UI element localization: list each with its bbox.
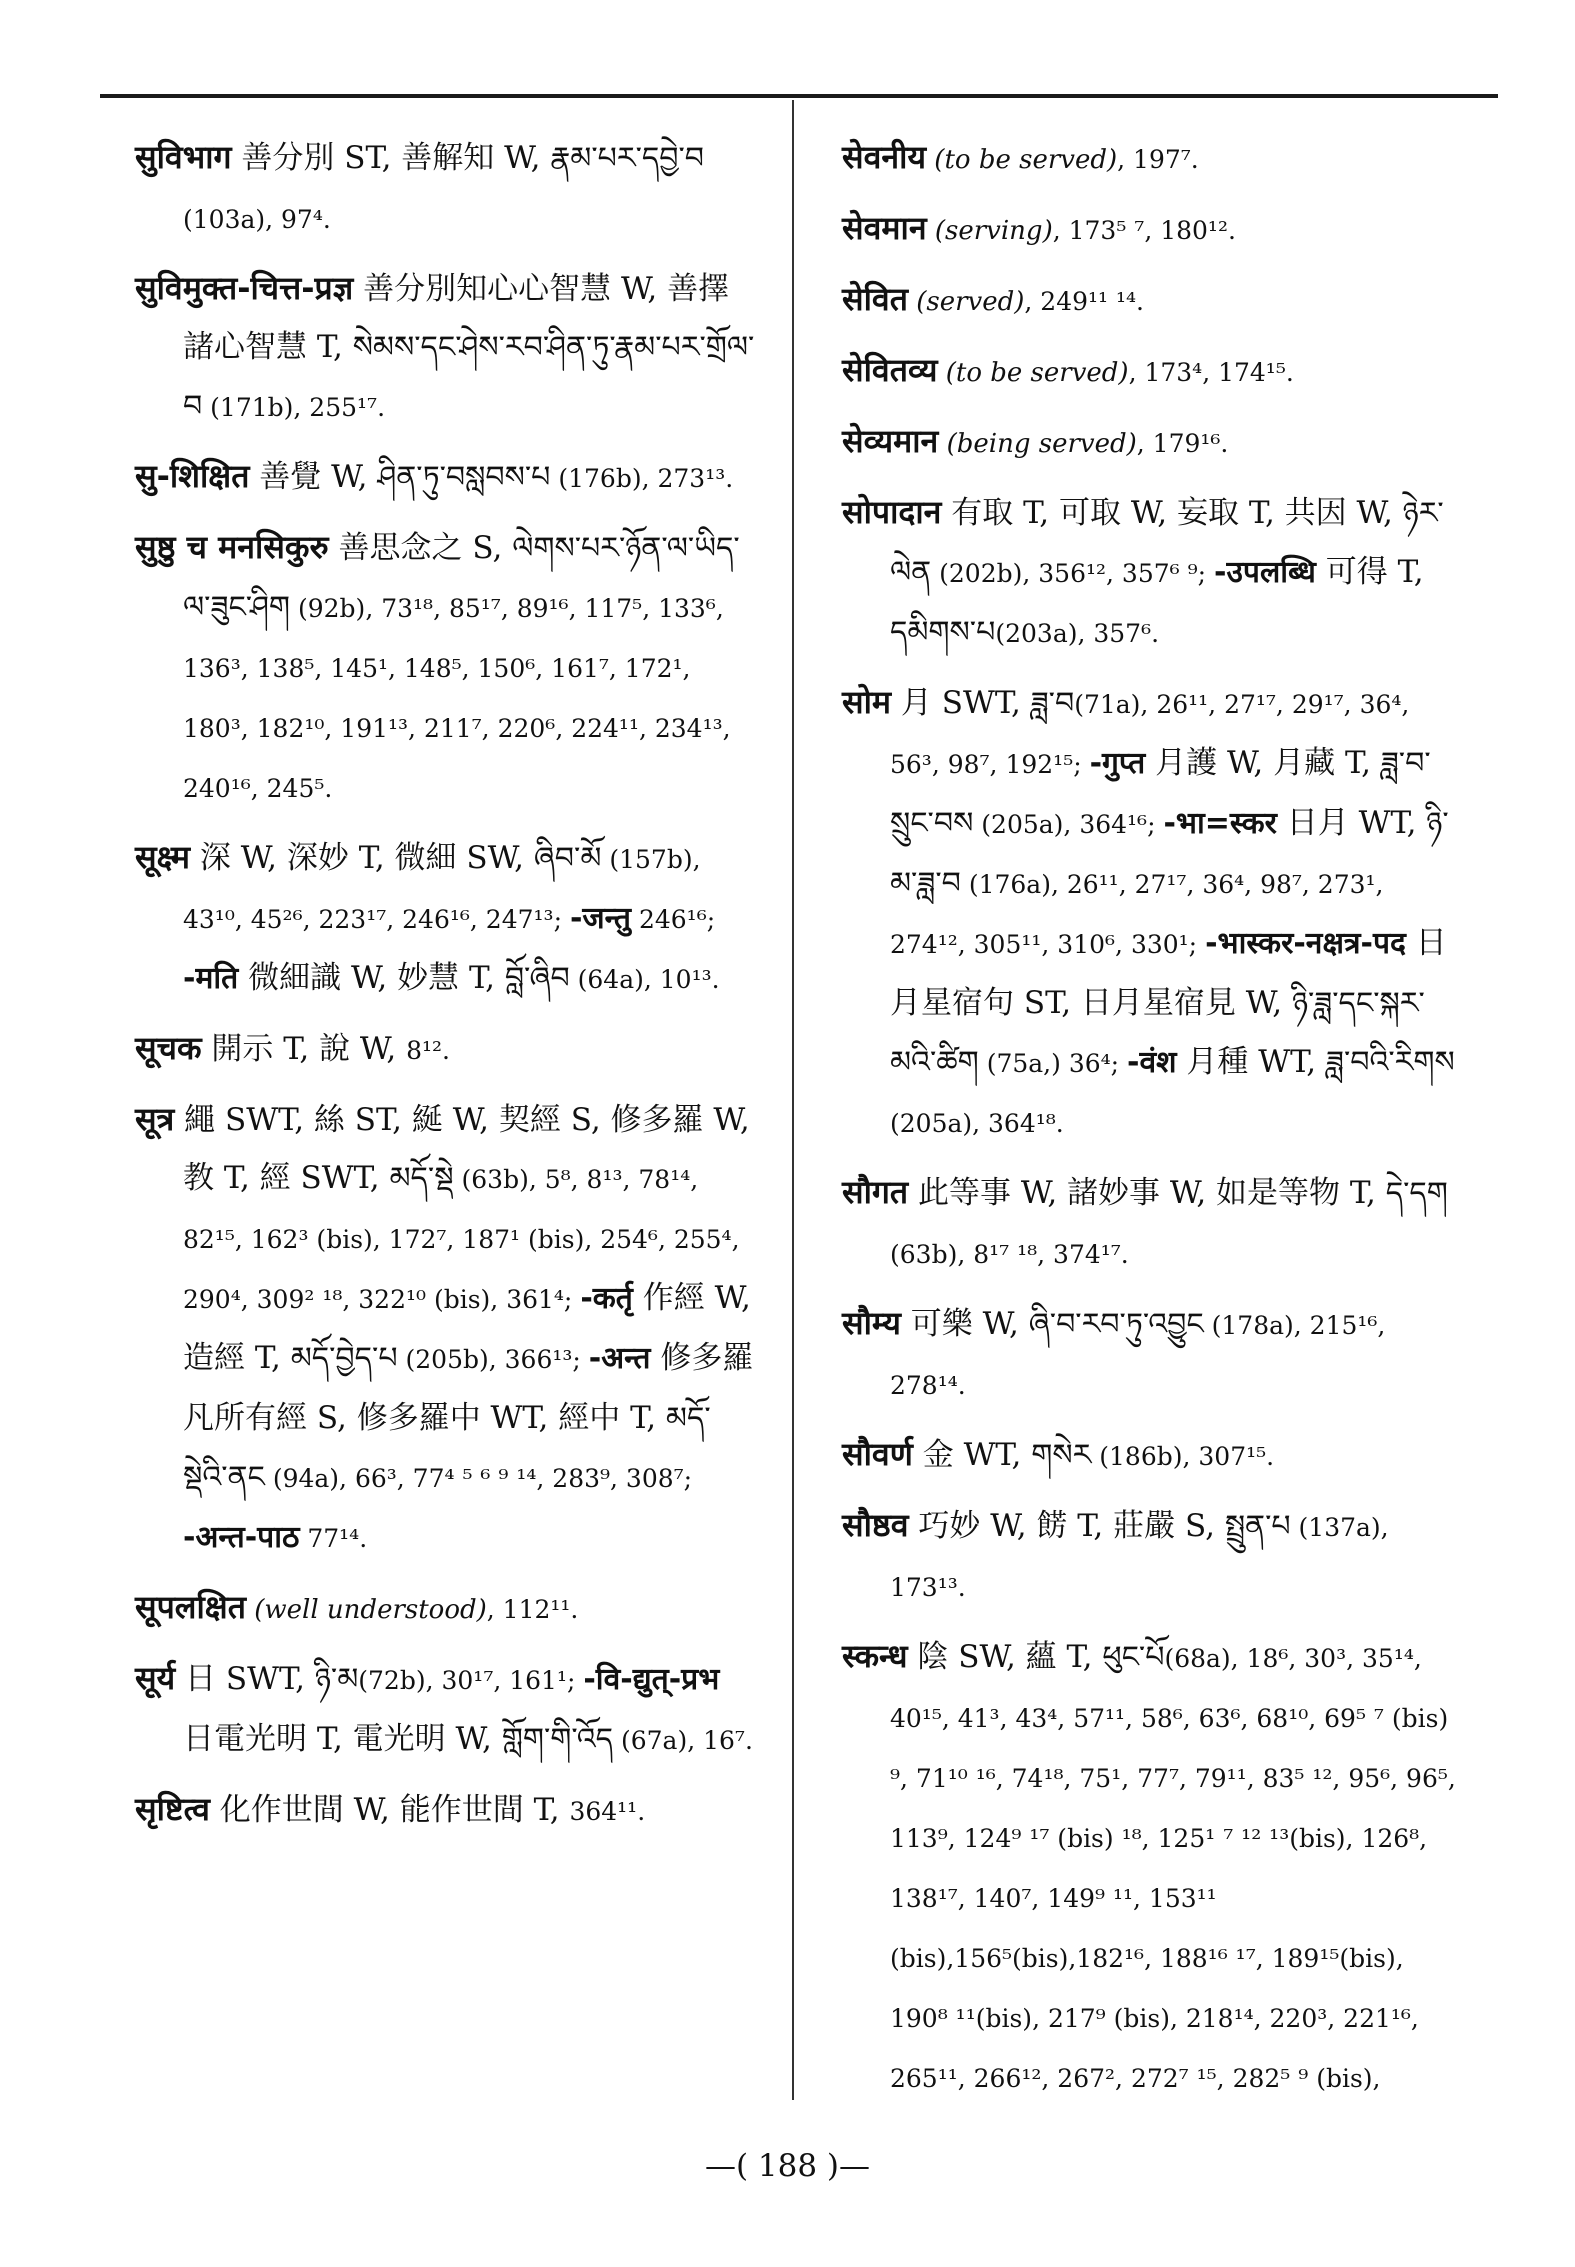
- english-gloss: (to be served): [926, 145, 1118, 175]
- headword: सुविमुक्त-चित्त-प्रज्ञ: [135, 269, 354, 307]
- tibetan-equivalent: གསེར: [1031, 1438, 1092, 1473]
- headword: सेवित: [842, 280, 908, 318]
- dictionary-entry: [135, 447, 755, 508]
- reference: (186b), 307¹⁵.: [1091, 1442, 1275, 1471]
- reference: (205b), 366¹³;: [397, 1345, 589, 1374]
- gloss: 月種 WT,: [1176, 1044, 1326, 1080]
- reference: 364¹¹.: [569, 1797, 646, 1826]
- gloss: 微細識 W, 妙慧 T,: [238, 960, 505, 996]
- reference: , 179¹⁶.: [1136, 429, 1229, 458]
- english-gloss: (serving): [926, 216, 1053, 246]
- dictionary-entry: [135, 128, 755, 249]
- headword: सेवनीय: [842, 138, 927, 176]
- reference: (94a), 66³, 77⁴ ⁵ ⁶ ⁹ ¹⁴, 283⁹, 308⁷;: [264, 1464, 693, 1493]
- gloss: 善覺 W,: [249, 459, 378, 495]
- gloss: 修多羅凡所有經 S, 修多羅中 WT, 經中 T,: [183, 1340, 754, 1436]
- tibetan-equivalent: ལེགས་པར་ཉོན་ལ་ཡིད་ལ་ཟུང་ཤིག: [183, 531, 740, 625]
- sub-headword: -भास्कर-नक्षत्र-पद: [1205, 926, 1406, 961]
- dictionary-entry: [842, 270, 1467, 331]
- gloss: 陰 SW, 蘊 T,: [907, 1639, 1103, 1675]
- gloss: 開示 T, 說 W,: [201, 1031, 407, 1067]
- english-gloss: (well understood): [245, 1595, 487, 1625]
- headword: सेवमान: [842, 209, 927, 247]
- reference: (176b), 273¹³.: [550, 464, 734, 493]
- tibetan-equivalent: སྤྲུན་པ: [1224, 1509, 1291, 1544]
- reference: 8¹².: [406, 1036, 450, 1065]
- tibetan-equivalent: དམིགས་པ: [890, 615, 996, 650]
- tibetan-equivalent: ཕུང་པོ: [1102, 1640, 1165, 1675]
- reference: (178a), 215¹⁶, 278¹⁴.: [890, 1311, 1386, 1400]
- gloss: 善分別 ST, 善解知 W,: [231, 140, 551, 176]
- gloss: 日 SWT,: [175, 1661, 315, 1697]
- reference: (92b), 73¹⁸, 85¹⁷, 89¹⁶, 117⁵, 133⁶, 136³, 138⁵, 145¹, 148⁵, 150⁶, 161⁷, 172¹, 180³, 182¹⁰, 191¹³, 211⁷, 220⁶, 224¹¹, 234¹³, 240¹⁶, 245⁵.: [183, 594, 731, 803]
- gloss: 日月 WT,: [1276, 805, 1427, 841]
- gloss: 善思念之 S,: [328, 530, 513, 566]
- headword: सौगत: [842, 1173, 909, 1211]
- tibetan-equivalent: གློག་གི་འོད: [501, 1722, 614, 1757]
- tibetan-equivalent: དེ་དག: [1385, 1176, 1448, 1211]
- tibetan-equivalent: ཉི་མ་ཟླ་བ: [890, 806, 1449, 901]
- reference: (103a), 97⁴.: [183, 205, 331, 234]
- gloss: 日電光明 T, 電光明 W,: [183, 1721, 502, 1757]
- gloss: 月 SWT,: [891, 685, 1031, 721]
- reference: (63b), 8¹⁷ ¹⁸, 374¹⁷.: [890, 1240, 1129, 1269]
- dictionary-entry: [842, 341, 1467, 402]
- headword: सृष्टित्व: [135, 1790, 210, 1828]
- headword: सूत्र: [135, 1100, 175, 1138]
- sub-headword: -भा=स्कर: [1163, 806, 1277, 841]
- gloss: 化作世間 W, 能作世間 T,: [209, 1792, 570, 1828]
- gloss: 金 WT,: [912, 1437, 1032, 1473]
- english-gloss: (served): [907, 287, 1025, 317]
- gloss: 作經 W, 造經 T,: [183, 1280, 751, 1376]
- headword: सूचक: [135, 1029, 202, 1067]
- dictionary-entry: [135, 1090, 755, 1568]
- tibetan-equivalent: ཉེར་ལེན: [890, 496, 1444, 590]
- reference: (176a), 26¹¹, 27¹⁷, 36⁴, 98⁷, 273¹, 274¹², 305¹¹, 310⁶, 330¹;: [890, 870, 1384, 959]
- headword: सुविभाग: [135, 138, 232, 176]
- english-gloss: (to be served): [937, 358, 1129, 388]
- tibetan-equivalent: ཞི་བ་རབ་ཏུ་འབྱུང: [1028, 1307, 1204, 1342]
- tibetan-equivalent: ཉི་མ: [314, 1662, 359, 1697]
- headword: सोपादान: [842, 493, 942, 531]
- headword: सु-शिक्षित: [135, 457, 250, 495]
- dictionary-entry: [842, 1627, 1467, 2108]
- sub-headword: -अन्त-पाठ: [183, 1520, 300, 1555]
- reference: (67a), 16⁷.: [613, 1726, 753, 1755]
- gloss: 巧妙 W, 餝 T, 莊嚴 S,: [908, 1508, 1225, 1544]
- dictionary-entry: [842, 483, 1467, 663]
- dictionary-entry: [842, 412, 1467, 473]
- tibetan-equivalent: མདོ་སྡེ: [389, 1161, 454, 1196]
- reference: (63b), 5⁸, 8¹³, 78¹⁴, 82¹⁵, 162³ (bis), 172⁷, 187¹ (bis), 254⁶, 255⁴, 290⁴, 309² ¹⁸, 322¹⁰ (bis), 361⁴;: [183, 1165, 740, 1314]
- sub-headword: -गुप्त: [1089, 746, 1146, 781]
- headword: सूपलक्षित: [135, 1588, 246, 1626]
- dictionary-entry: [842, 1496, 1467, 1617]
- dictionary-entry: [842, 128, 1467, 189]
- reference: , 173⁵ ⁷, 180¹².: [1052, 216, 1236, 245]
- page-number: —( 188 )—: [704, 2148, 871, 2184]
- reference: , 197⁷.: [1117, 145, 1199, 174]
- reference: (75a,) 36⁴;: [978, 1049, 1128, 1078]
- column-divider: [792, 100, 794, 2100]
- tibetan-equivalent: ཉི་ཟླ་དང་སྐར་མའི་ཚིག: [890, 986, 1425, 1080]
- sub-headword: -वि-द्युत्-प्रभ: [583, 1662, 720, 1697]
- dictionary-entry: [135, 1019, 755, 1080]
- tibetan-equivalent: རྣམ་པར་དབྱེ་བ: [550, 141, 705, 176]
- sub-headword: -अन्त: [588, 1341, 651, 1376]
- gloss: 月護 W, 月藏 T,: [1145, 745, 1381, 781]
- headword: सोम: [842, 683, 892, 721]
- top-rule: [100, 94, 1498, 98]
- reference: 77¹⁴.: [299, 1524, 368, 1553]
- reference: (72b), 30¹⁷, 161¹;: [358, 1666, 584, 1695]
- reference: (202b), 356¹², 357⁶ ⁹;: [931, 559, 1215, 588]
- tibetan-equivalent: ཤིན་ཏུ་བསླབས་པ: [377, 460, 551, 495]
- tibetan-equivalent: སེམས་དང་ཤེས་རབ་ཤིན་ཏུ་རྣམ་པར་གྲོལ་བ: [183, 330, 755, 424]
- tibetan-equivalent: ཟླ་བ: [1030, 686, 1075, 721]
- headword: सौवर्ण: [842, 1435, 913, 1473]
- tibetan-equivalent: བློ་ཞིབ: [504, 961, 570, 996]
- sub-headword: -कर्तृ: [580, 1281, 633, 1316]
- reference: , 112¹¹.: [486, 1595, 579, 1624]
- dictionary-entry: [135, 518, 755, 818]
- reference: (205a), 364¹⁶;: [973, 810, 1164, 839]
- headword: स्कन्ध: [842, 1637, 908, 1675]
- reference: (205a), 364¹⁸.: [890, 1109, 1064, 1138]
- dictionary-entry: [842, 199, 1467, 260]
- headword: सेव्यमान: [842, 422, 939, 460]
- dictionary-entry: [842, 1163, 1467, 1284]
- gloss: 可得 T,: [1315, 554, 1424, 590]
- dictionary-entry: [135, 828, 755, 1009]
- gloss: 繩 SWT, 絲 ST, 綖 W, 契經 S, 修多羅 W, 教 T, 經 SWT,: [174, 1102, 750, 1196]
- sub-headword: -उपलब्धि: [1214, 555, 1316, 590]
- dictionary-entry: [842, 1294, 1467, 1415]
- dictionary-entry: [842, 673, 1467, 1153]
- gloss: 深 W, 深妙 T, 微細 SW,: [190, 840, 534, 876]
- sub-headword: -मति: [183, 961, 239, 996]
- reference: (137a), 173¹³.: [890, 1513, 1389, 1602]
- sub-headword: -वंश: [1127, 1045, 1177, 1080]
- reference: (68a), 18⁶, 30³, 35¹⁴, 40¹⁵, 41³, 43⁴, 57¹¹, 58⁶, 63⁶, 68¹⁰, 69⁵ ⁷ (bis) ⁹, 71¹⁰ ¹⁶, 74¹⁸, 75¹, 77⁷, 79¹¹, 83⁵ ¹², 95⁶, 96⁵, 113⁹, 124⁹ ¹⁷ (bis) ¹⁸, 125¹ ⁷ ¹² ¹³(bis), 126⁸, 138¹⁷, 140⁷, 149⁹ ¹¹, 153¹¹ (bis),156⁵(bis),182¹⁶, 188¹⁶ ¹⁷, 189¹⁵(bis), 190⁸ ¹¹(bis), 217⁹ (bis), 218¹⁴, 220³, 221¹⁶, 265¹¹, 266¹², 267², 272⁷ ¹⁵, 282⁵ ⁹ (bis),: [890, 1644, 1456, 2093]
- dictionary-entry: [842, 1425, 1467, 1486]
- gloss: 有取 T, 可取 W, 妄取 T, 共因 W,: [941, 495, 1403, 531]
- gloss: 此等事 W, 諸妙事 W, 如是等物 T,: [908, 1175, 1386, 1211]
- reference: (157b), 43¹⁰, 45²⁶, 223¹⁷, 246¹⁶, 247¹³;: [183, 845, 701, 934]
- dictionary-entry: [135, 1780, 755, 1841]
- headword: सूक्ष्म: [135, 838, 191, 876]
- dictionary-entry: [135, 1649, 755, 1770]
- tibetan-equivalent: མདོ་བྱེད་པ: [290, 1341, 398, 1376]
- gloss: 善分別知心心智慧 W, 善擇諸心智慧 T,: [183, 271, 730, 365]
- tibetan-equivalent: ཞིབ་མོ: [533, 841, 602, 876]
- headword: सेवितव्य: [842, 351, 938, 389]
- reference: , 249¹¹ ¹⁴.: [1024, 287, 1144, 316]
- headword: सौम्य: [842, 1304, 901, 1342]
- dictionary-entry: [135, 1578, 755, 1639]
- reference: , 173⁴, 174¹⁵.: [1128, 358, 1294, 387]
- english-gloss: (being served): [938, 429, 1137, 459]
- headword: सूर्य: [135, 1659, 176, 1697]
- sub-headword: -जन्तु: [569, 901, 632, 936]
- gloss: 可樂 W,: [900, 1306, 1029, 1342]
- left-column: [135, 128, 755, 1851]
- headword: सुष्ठु च मनसिकुरु: [135, 528, 329, 566]
- right-column: [842, 128, 1467, 2118]
- reference: (64a), 10¹³.: [569, 965, 720, 994]
- tibetan-equivalent: ཟླ་བའི་རིགས: [1325, 1045, 1455, 1080]
- gloss: 日月星宿句 ST, 日月星宿見 W,: [890, 925, 1447, 1021]
- reference: 246¹⁶;: [631, 905, 716, 934]
- reference: (203a), 357⁶.: [995, 619, 1160, 648]
- reference: (171b), 255¹⁷.: [202, 393, 386, 422]
- tibetan-equivalent: ཟླ་བ་སྲུང་བས: [890, 746, 1431, 841]
- tibetan-equivalent: མདོ་སྡེའི་ནང: [183, 1401, 711, 1495]
- reference: (71a), 26¹¹, 27¹⁷, 29¹⁷, 36⁴, 56³, 98⁷, 192¹⁵;: [890, 690, 1410, 779]
- dictionary-entry: [135, 259, 755, 437]
- headword: सौष्ठव: [842, 1506, 909, 1544]
